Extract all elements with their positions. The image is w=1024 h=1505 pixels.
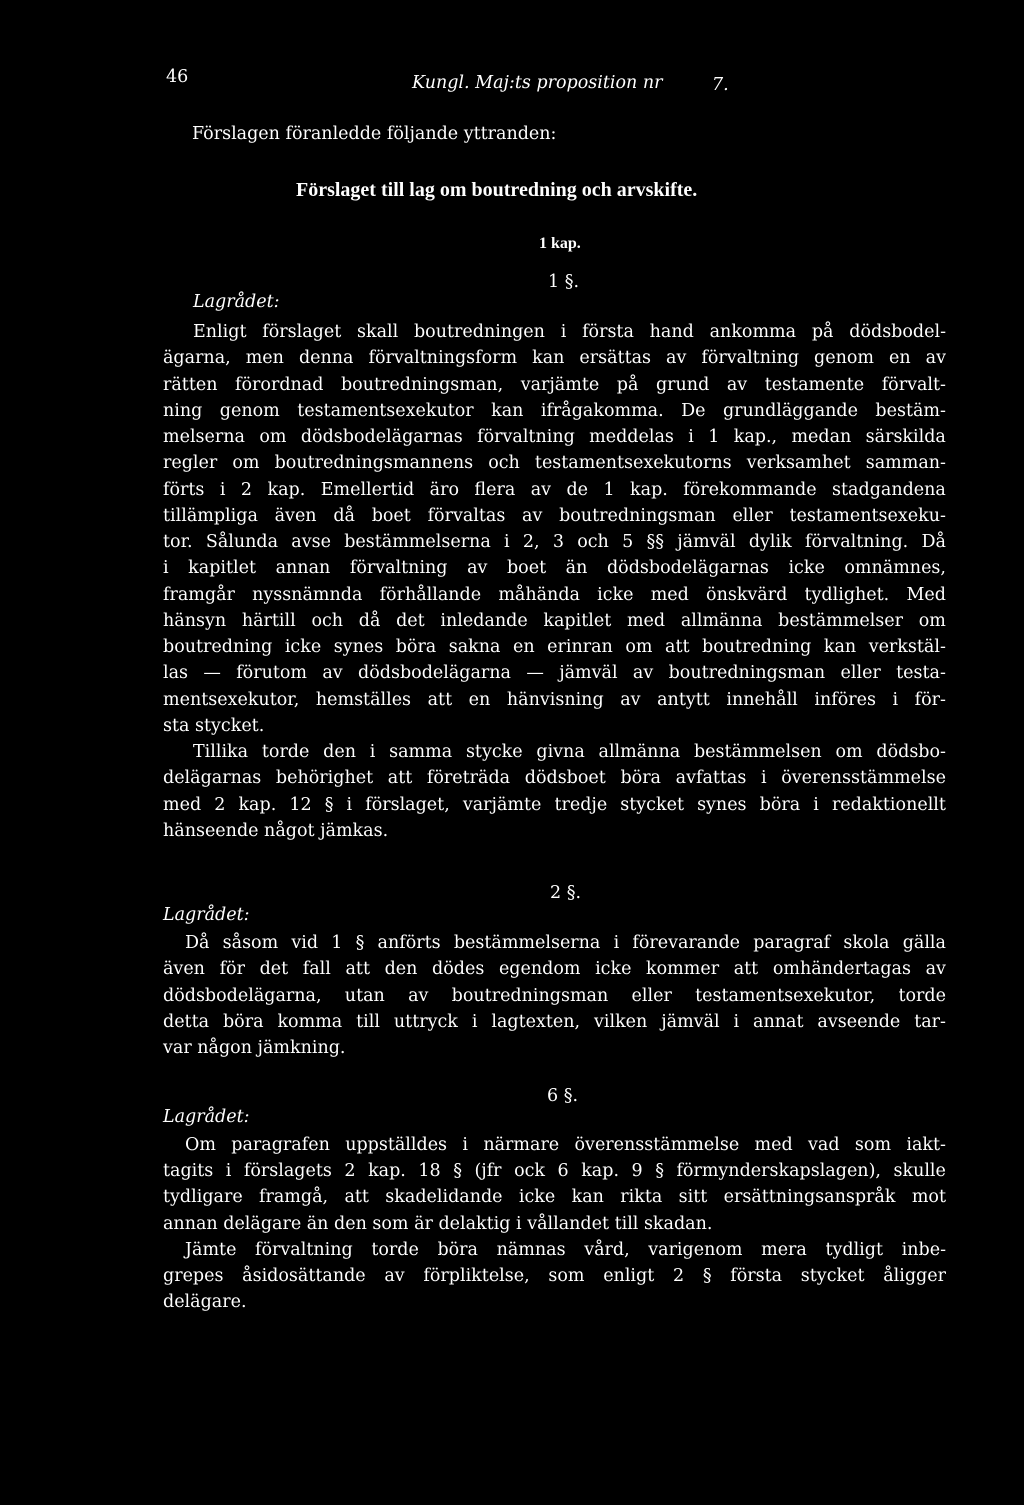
text-line: annan delägare än den som är delaktig i vållandet till skadan. xyxy=(163,1213,713,1234)
speaker-label: Lagrådet: xyxy=(163,905,250,925)
text-line: regler om boutredningsmannens och testamentsexekutorns verksamhet samman- xyxy=(163,453,946,474)
text-line: boutredning icke synes böra sakna en erinran om att boutredning kan verkstäl- xyxy=(163,637,946,657)
text-line: förts i 2 kap. Emellertid äro flera av de 1 kap. förekommande stadgandena xyxy=(163,479,946,500)
text-line: Jämte förvaltning torde böra nämnas vård, varigenom mera tydligt inbe- xyxy=(185,1239,946,1260)
text-line: ning genom testamentsexekutor kan ifrågakomma. De grundläggande bestäm- xyxy=(163,400,946,421)
text-line: var någon jämkning. xyxy=(163,1038,346,1058)
speaker-label: Lagrådet: xyxy=(193,292,280,312)
text-line: detta böra komma till uttryck i lagtexten, vilken jämväl i annat avseende tar- xyxy=(163,1011,946,1032)
text-line: sta stycket. xyxy=(163,715,265,736)
text-line: tydligare framgå, att skadelidande icke kan rikta sitt ersättningsanspråk mot xyxy=(163,1187,946,1208)
text-line: delägarnas behörighet att företräda dödsboet böra avfattas i överensstämmelse xyxy=(163,768,946,789)
text-line: framgår nyssnämnda förhållande måhända icke med önskvärd tydlighet. Med xyxy=(163,584,946,605)
text-line: hänsyn härtill och då det inledande kapitlet med allmänna bestämmelser om xyxy=(163,610,946,631)
text-line: tagits i förslagets 2 kap. 18 § (jfr ock 6 kap. 9 § förmynderskapslagen), skulle xyxy=(163,1161,946,1182)
text-line: även för det fall att den dödes egendom icke kommer att omhändertagas av xyxy=(163,959,946,980)
intro-line: Förslagen föranledde följande yttranden: xyxy=(192,124,557,144)
proposition-number: 7. xyxy=(712,75,729,95)
text-line: melserna om dödsbodelägarnas förvaltning meddelas i 1 kap., medan särskilda xyxy=(163,427,946,447)
text-line: dödsbodelägarna, utan av boutredningsman eller testamentsexekutor, torde xyxy=(163,985,946,1006)
text-line: tor. Sålunda avse bestämmelserna i 2, 3 och 5 §§ jämväl dylik förvaltning. Då xyxy=(163,532,946,552)
speaker-label: Lagrådet: xyxy=(163,1107,250,1127)
section-heading: 1 §. xyxy=(548,272,580,292)
text-line: Enligt förslaget skall boutredningen i första hand ankomma på dödsbodel- xyxy=(193,322,946,342)
text-line: delägare. xyxy=(163,1292,247,1313)
text-line: Om paragrafen uppställdes i närmare överensstämmelse med vad som iakt- xyxy=(185,1135,946,1155)
text-line: las — förutom av dödsbodelägarna — jämväl av boutredningsman eller testa- xyxy=(163,663,946,684)
text-line: ägarna, men denna förvaltningsform kan ersättas av förvaltning genom en av xyxy=(163,348,946,369)
text-line: Då såsom vid 1 § anförts bestämmelserna i förevarande paragraf skola gälla xyxy=(185,933,946,953)
text-line: rätten förordnad boutredningsman, varjämte på grund av testamente förvalt- xyxy=(163,374,946,395)
document-title: Förslaget till lag om boutredning och arvskifte. xyxy=(296,179,698,201)
text-line: grepes åsidosättande av förpliktelse, som enligt 2 § första stycket åligger xyxy=(163,1266,946,1286)
text-line: tillämpliga även då boet förvaltas av boutredningsman eller testamentsexeku- xyxy=(163,505,946,526)
section-heading: 6 §. xyxy=(547,1086,579,1106)
text-line: i kapitlet annan förvaltning av boet än dödsbodelägarnas icke omnämnes, xyxy=(163,558,946,579)
text-line: med 2 kap. 12 § i förslaget, varjämte tredje stycket synes böra i redaktionellt xyxy=(163,794,946,815)
section-heading: 2 §. xyxy=(550,883,582,903)
text-line: mentsexekutor, hemställes att en hänvisning av antytt innehåll införes i för- xyxy=(163,689,946,710)
page-number: 46 xyxy=(166,67,189,87)
running-title: Kungl. Maj:ts proposition nr xyxy=(412,73,663,93)
text-line: Tillika torde den i samma stycke givna allmänna bestämmelsen om dödsbo- xyxy=(193,742,946,762)
text-line: hänseende något jämkas. xyxy=(163,820,389,841)
chapter-heading: 1 kap. xyxy=(539,235,581,252)
